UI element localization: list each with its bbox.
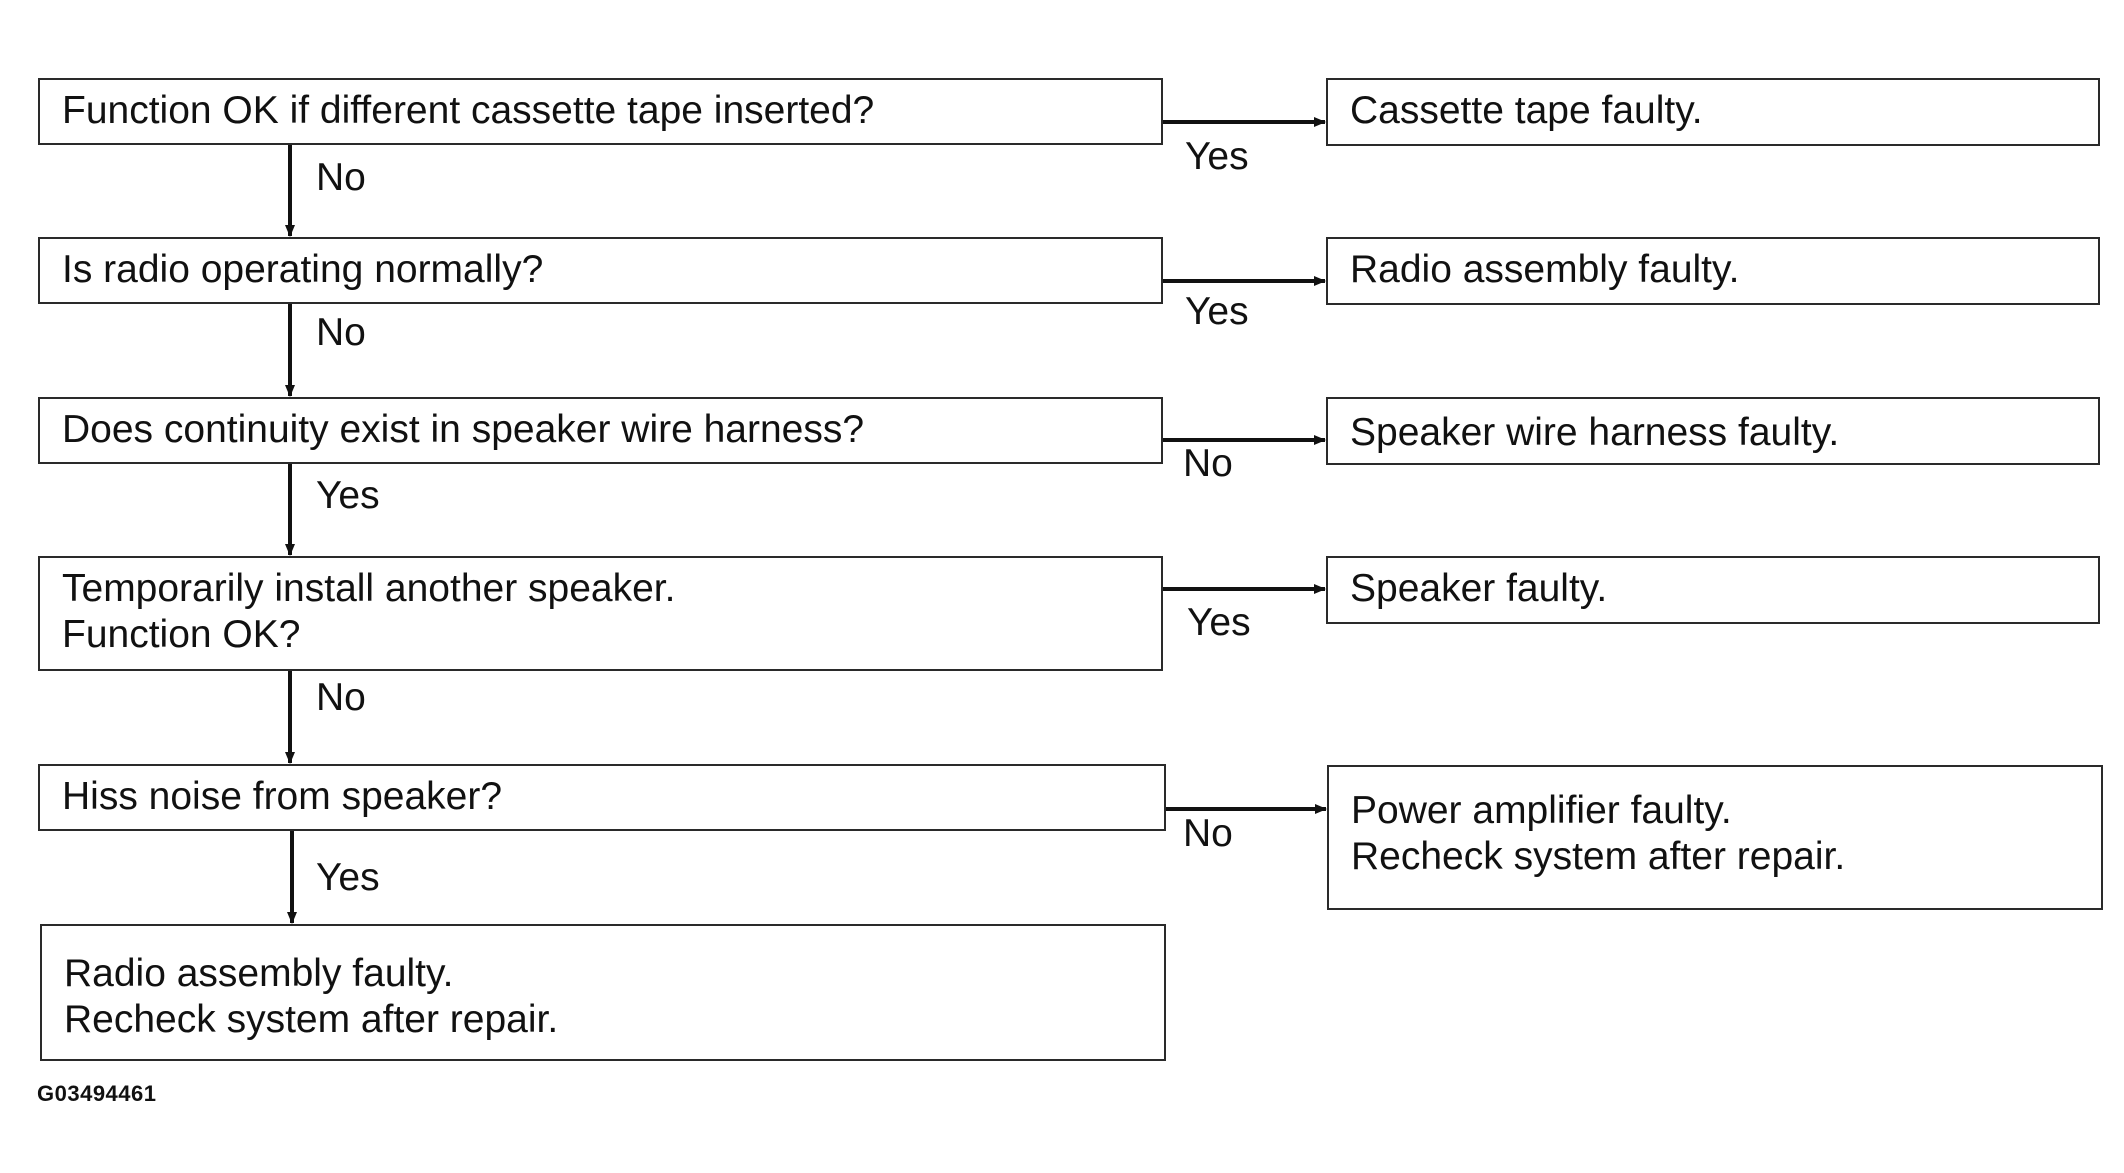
question-text: Hiss noise from speaker?	[62, 775, 503, 818]
branch-label-q3-right: No	[1183, 442, 1233, 485]
result-box-amplifier-faulty	[1327, 765, 2103, 910]
result-box-radio-faulty	[1326, 237, 2100, 305]
result-box-speaker-faulty	[1326, 556, 2100, 624]
result-box-cassette-faulty	[1326, 78, 2100, 146]
final-result-box	[40, 924, 1166, 1061]
question-box-cassette	[38, 78, 1163, 145]
question-text-line-2: Function OK?	[62, 613, 301, 656]
branch-label-q3-down: Yes	[316, 474, 380, 517]
question-text-line-1: Temporarily install another speaker.	[62, 567, 676, 610]
question-box-hiss-noise	[38, 764, 1166, 831]
question-text: Does continuity exist in speaker wire harness?	[62, 408, 865, 451]
branch-label-q1-right: Yes	[1185, 135, 1249, 178]
branch-label-q5-right: No	[1183, 812, 1233, 855]
result-text-line-2: Recheck system after repair.	[1351, 835, 1846, 878]
question-box-continuity	[38, 397, 1163, 464]
figure-code: G03494461	[37, 1081, 157, 1106]
question-text: Is radio operating normally?	[62, 248, 544, 291]
branch-label-q4-down: No	[316, 676, 366, 719]
question-box-radio	[38, 237, 1163, 304]
question-box-another-speaker	[38, 556, 1163, 671]
branch-label-q2-down: No	[316, 311, 366, 354]
branch-label-q2-right: Yes	[1185, 290, 1249, 333]
final-result-line-1: Radio assembly faulty.	[64, 952, 454, 995]
result-box-wire-harness-faulty	[1326, 397, 2100, 465]
result-text: Speaker faulty.	[1350, 567, 1608, 610]
branch-label-q5-down: Yes	[316, 856, 380, 899]
result-text-line-1: Power amplifier faulty.	[1351, 789, 1732, 832]
question-text: Function OK if different cassette tape inserted?	[62, 89, 875, 132]
branch-label-q4-right: Yes	[1187, 601, 1251, 644]
result-text: Radio assembly faulty.	[1350, 248, 1740, 291]
result-text: Cassette tape faulty.	[1350, 89, 1703, 132]
result-text: Speaker wire harness faulty.	[1350, 411, 1840, 454]
branch-label-q1-down: No	[316, 156, 366, 199]
final-result-line-2: Recheck system after repair.	[64, 998, 559, 1041]
